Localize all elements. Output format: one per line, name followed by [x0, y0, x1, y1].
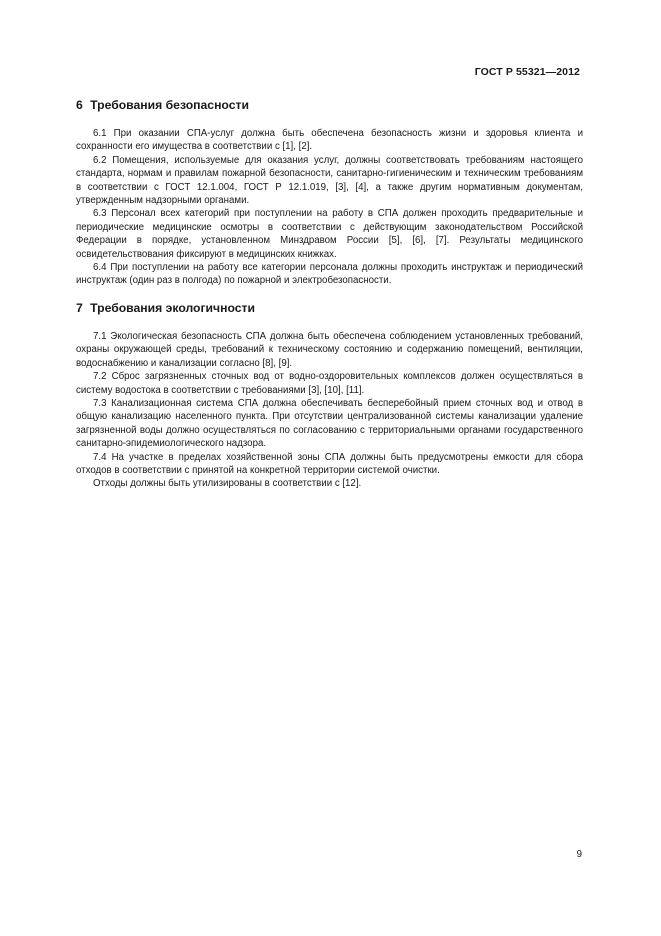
- section-heading: [76, 97, 583, 113]
- section-title-text: Требования безопасности: [90, 98, 249, 112]
- paragraph-6-3: 6.3 Персонал всех категорий при поступлении на работу в СПА должен проходить предварительные и периодические медицинские осмотры в соответствии с действующим законодательством Российской Федерации в порядке, установленном Минздравом России [5], [6], [7]. Результаты медицинского освидетельствования фиксируют в медицинских книжках.: [76, 208, 583, 260]
- paragraph-waste-disposal: Отходы должны быть утилизированы в соответствии с [12].: [93, 478, 362, 490]
- section-ecological-requirements: [76, 300, 583, 491]
- section-safety-requirements: [76, 97, 583, 288]
- document-body: [76, 97, 583, 491]
- paragraph-7-2: 7.2 Сброс загрязненных сточных вод от водно-оздоровительных комплексов должен осуществляться в систему водостока в соответствии с требованиями [3], [10], [11].: [76, 371, 583, 396]
- page-number: 9: [576, 849, 582, 860]
- paragraph-7-4: 7.4 На участке в пределах хозяйственной зоны СПА должны быть предусмотрены емкости для сбора отходов в соответствии с принятой на конкретной территории системой очистки.: [76, 451, 583, 476]
- paragraph-7-1: 7.1 Экологическая безопасность СПА должна быть обеспечена соблюдением установленных требований, охраны окружающей среды, требований к техническому состоянию и содержанию помещений, вентиляции, водоснабжению и канализации согласно [8], [9].: [76, 330, 583, 369]
- section-number: 7: [76, 300, 83, 315]
- paragraph-6-2: 6.2 Помещения, используемые для оказания услуг, должны соответствовать требованиям настоящего стандарта, нормам и правилам пожарной безопасности, санитарно-гигиеническим и техническим требованиям в соответствии с ГОСТ 12.1.004, ГОСТ Р 12.1.019, [3], [4], а также другим нормативным документам, утвержденным надзорными органами.: [76, 154, 583, 207]
- paragraph-6-1: 6.1 При оказании СПА-услуг должна быть обеспечена безопасность жизни и здоровья клиента и сохранности его имущества в соответствии с [1], [2].: [76, 128, 583, 153]
- paragraph-6-4: 6.4 При поступлении на работу все категории персонала должны проходить инструктаж и периодический инструктаж (один раз в полгода) по пожарной и электробезопасности.: [76, 262, 583, 287]
- section-number: 6: [76, 98, 83, 112]
- section-title-text: Требования экологичности: [90, 300, 256, 315]
- paragraph-7-3: 7.3 Канализационная система СПА должна обеспечивать бесперебойный прием сточных вод и отвод в общую канализацию населенного пункта. При отсутствии централизованной системы канализации удаление загрязненной воды должно осуществляться по согласованию с территориальными органами государственного санитарно-эпидемиологического надзора.: [76, 397, 583, 450]
- section-heading: [76, 300, 583, 316]
- document-code-header: ГОСТ Р 55321—2012: [474, 66, 580, 78]
